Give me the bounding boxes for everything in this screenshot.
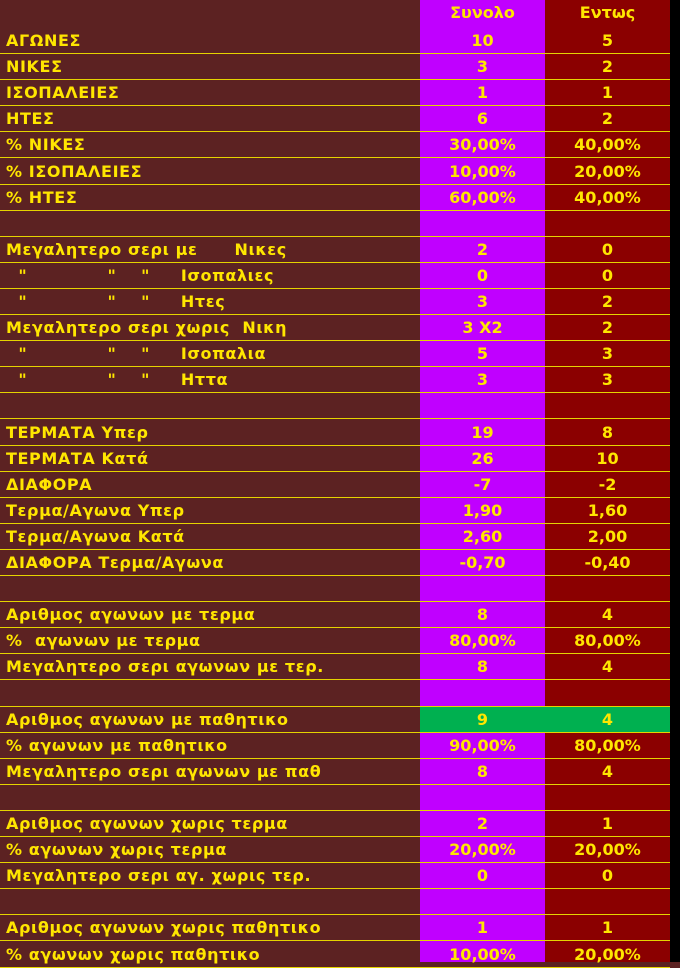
table-row xyxy=(0,446,670,472)
home-value-cell[interactable]: 1 xyxy=(601,814,614,833)
total-value-cell[interactable]: 3 xyxy=(476,57,489,77)
row-label-cell[interactable]: Μεγαλητερο σερι αγωνων με παθ xyxy=(6,761,322,781)
home-value-cell[interactable]: 2 xyxy=(601,109,614,129)
table-row xyxy=(0,54,670,80)
header-row xyxy=(0,0,670,26)
row-label-cell[interactable]: ΤΕΡΜΑΤΑ Υπερ xyxy=(6,422,149,442)
table-row xyxy=(0,393,670,419)
total-value-cell[interactable]: 9 xyxy=(420,707,545,732)
row-label-cell[interactable]: Αριθμος αγωνων χωρις τερμα xyxy=(6,814,288,833)
total-value-cell[interactable]: 3 xyxy=(476,370,489,390)
home-value-cell[interactable]: 4 xyxy=(601,761,614,781)
row-label-cell[interactable]: Μεγαλητερο σερι με Νικες xyxy=(6,239,287,259)
table-row xyxy=(0,28,670,54)
total-value-cell[interactable]: 10 xyxy=(471,31,494,50)
table-row xyxy=(0,420,670,446)
table-row xyxy=(0,811,670,837)
table-row xyxy=(0,341,670,367)
row-label-cell[interactable]: Αριθμος αγωνων με τερμα xyxy=(6,605,256,625)
home-value-cell[interactable]: 4 xyxy=(601,657,614,677)
table-row xyxy=(0,185,670,211)
row-label-cell[interactable]: Αριθμος αγωνων χωρις παθητικο xyxy=(6,918,322,938)
row-label-cell[interactable]: Μεγαλητερο σερι χωρις Νικη xyxy=(6,318,288,338)
total-value-cell[interactable]: 20,00% xyxy=(449,840,516,860)
total-value-cell[interactable]: 8 xyxy=(476,605,489,625)
home-value-cell[interactable]: 1 xyxy=(601,918,614,938)
table-row xyxy=(0,263,670,289)
row-label-cell[interactable]: Μεγαλητερο σερι αγ. χωρις τερ. xyxy=(6,866,312,886)
total-value-cell[interactable]: 5 xyxy=(476,344,489,364)
total-value-cell[interactable]: 26 xyxy=(471,448,494,468)
table-row xyxy=(0,80,670,106)
home-value-cell[interactable]: 4 xyxy=(601,605,614,625)
row-label-cell[interactable]: ΤΕΡΜΑΤΑ Κατά xyxy=(6,448,149,468)
total-value-cell[interactable]: 30,00% xyxy=(449,135,516,155)
table-row xyxy=(0,942,670,968)
row-label-cell[interactable]: " " " Ητες xyxy=(6,292,226,311)
header-total[interactable]: Συνολο xyxy=(450,3,515,22)
sheet-edge xyxy=(670,0,680,962)
home-value-cell[interactable] xyxy=(545,681,670,706)
row-label-cell[interactable]: % ΗΤΕΣ xyxy=(6,187,78,207)
total-value-cell[interactable]: 90,00% xyxy=(449,735,516,755)
table-row xyxy=(0,237,670,263)
row-label-cell[interactable]: % αγωνων με παθητικο xyxy=(6,735,228,755)
total-value-cell[interactable] xyxy=(420,393,545,418)
total-value-cell[interactable]: 3 xyxy=(476,292,489,311)
home-value-cell[interactable] xyxy=(545,785,670,810)
row-label-cell[interactable] xyxy=(6,681,416,706)
total-value-cell[interactable]: 0 xyxy=(476,866,489,886)
total-value-cell[interactable]: 8 xyxy=(476,761,489,781)
total-value-cell[interactable]: 1,90 xyxy=(462,500,503,520)
home-value-cell[interactable]: 0 xyxy=(601,265,614,285)
home-value-cell[interactable]: 0 xyxy=(601,866,614,886)
total-value-cell[interactable] xyxy=(420,576,545,601)
row-label-cell[interactable]: ΗΤΕΣ xyxy=(6,109,55,129)
row-label-cell[interactable]: % ΝΙΚΕΣ xyxy=(6,135,86,155)
total-value-cell[interactable]: -7 xyxy=(473,474,492,494)
table-row xyxy=(0,863,670,889)
total-value-cell[interactable]: 10,00% xyxy=(449,161,516,181)
total-value-cell[interactable]: 80,00% xyxy=(449,631,516,651)
total-value-cell[interactable]: 0 xyxy=(476,265,489,285)
row-label-cell[interactable] xyxy=(6,889,416,914)
total-value-cell[interactable] xyxy=(420,681,545,706)
home-value-cell[interactable]: 40,00% xyxy=(574,135,641,155)
row-label-cell[interactable]: Αριθμος αγωνων με παθητικο xyxy=(6,709,289,729)
table-row xyxy=(0,472,670,498)
table-row xyxy=(0,889,670,915)
home-value-cell[interactable]: 1,60 xyxy=(587,500,628,520)
row-label-cell[interactable] xyxy=(6,785,416,810)
table-row xyxy=(0,602,670,628)
row-label-cell[interactable]: " " " Ηττα xyxy=(6,370,229,390)
row-label-cell[interactable]: ΔΙΑΦΟΡΑ Τερμα/Αγωνα xyxy=(6,553,224,572)
total-value-cell[interactable]: 8 xyxy=(476,657,489,677)
home-value-cell[interactable]: 0 xyxy=(601,239,614,259)
home-value-cell[interactable]: 2 xyxy=(601,292,614,311)
home-value-cell[interactable]: 20,00% xyxy=(574,944,641,964)
total-value-cell[interactable]: 1 xyxy=(476,918,489,938)
total-value-cell[interactable]: 60,00% xyxy=(449,187,516,207)
home-value-cell[interactable]: 3 xyxy=(601,370,614,390)
total-value-cell[interactable] xyxy=(420,211,545,236)
row-label-cell[interactable]: ΔΙΑΦΟΡΑ xyxy=(6,474,93,494)
home-value-cell[interactable]: 4 xyxy=(545,707,670,732)
home-value-cell[interactable]: 1 xyxy=(601,83,614,103)
home-value-cell[interactable]: 2 xyxy=(601,318,614,338)
home-value-cell[interactable]: 2,00 xyxy=(587,526,628,546)
table-row xyxy=(0,733,670,759)
row-label-cell[interactable]: " " " Ισοπαλιες xyxy=(6,265,275,285)
home-value-cell[interactable]: 3 xyxy=(601,344,614,364)
total-value-cell[interactable]: 6 xyxy=(476,109,489,129)
total-value-cell[interactable]: 2,60 xyxy=(462,526,503,546)
home-value-cell[interactable]: 20,00% xyxy=(574,840,641,860)
table-row xyxy=(0,550,670,576)
table-row xyxy=(0,654,670,680)
home-value-cell[interactable]: 2 xyxy=(601,57,614,77)
total-value-cell[interactable]: 10,00% xyxy=(449,944,516,964)
table-row xyxy=(0,289,670,315)
home-value-cell[interactable]: 40,00% xyxy=(574,187,641,207)
table-row xyxy=(0,759,670,785)
total-value-cell[interactable]: 19 xyxy=(471,422,494,442)
table-row xyxy=(0,132,670,158)
row-label-cell[interactable]: % ΙΣΟΠΑΛΕΙΕΣ xyxy=(6,161,143,181)
total-value-cell[interactable]: 2 xyxy=(476,239,489,259)
row-label-cell[interactable]: % αγωνων με τερμα xyxy=(6,631,201,651)
table-row xyxy=(0,576,670,602)
table-row xyxy=(0,106,670,132)
row-label-cell[interactable] xyxy=(6,211,416,236)
table-row xyxy=(0,498,670,524)
home-value-cell[interactable] xyxy=(545,889,670,914)
table-row xyxy=(0,915,670,941)
table-row xyxy=(0,628,670,654)
total-value-cell[interactable]: -0,70 xyxy=(459,553,506,572)
row-label-cell[interactable]: ΝΙΚΕΣ xyxy=(6,57,63,77)
table-row xyxy=(0,159,670,185)
home-value-cell[interactable]: -0,40 xyxy=(584,553,631,572)
home-value-cell[interactable]: 80,00% xyxy=(574,631,641,651)
table-row xyxy=(0,524,670,550)
total-value-cell[interactable] xyxy=(420,889,545,914)
row-label-cell[interactable]: Τερμα/Αγωνα Κατά xyxy=(6,526,185,546)
row-label-cell[interactable]: % αγωνων χωρις παθητικο xyxy=(6,944,261,964)
row-label-cell[interactable]: ΙΣΟΠΑΛΕΙΕΣ xyxy=(6,83,120,103)
home-value-cell[interactable] xyxy=(545,576,670,601)
home-value-cell[interactable]: 8 xyxy=(601,422,614,442)
row-label-cell[interactable]: % αγωνων χωρις τερμα xyxy=(6,840,227,860)
home-value-cell[interactable]: 10 xyxy=(596,448,619,468)
row-label-cell[interactable] xyxy=(6,393,416,418)
header-home[interactable]: Εντως xyxy=(579,3,636,22)
table-row xyxy=(0,681,670,707)
row-label-cell[interactable]: Τερμα/Αγωνα Υπερ xyxy=(6,500,185,520)
row-label-cell[interactable]: Μεγαλητερο σερι αγωνων με τερ. xyxy=(6,657,324,677)
home-value-cell[interactable]: -2 xyxy=(598,474,617,494)
table-row xyxy=(0,785,670,811)
total-value-cell[interactable]: 2 xyxy=(476,814,489,833)
home-value-cell[interactable]: 5 xyxy=(601,31,614,50)
table-row xyxy=(0,837,670,863)
home-value-cell[interactable] xyxy=(545,211,670,236)
total-value-cell[interactable] xyxy=(420,785,545,810)
home-value-cell[interactable] xyxy=(545,393,670,418)
home-value-cell[interactable]: 80,00% xyxy=(574,735,641,755)
total-value-cell[interactable]: 1 xyxy=(476,83,489,103)
home-value-cell[interactable]: 20,00% xyxy=(574,161,641,181)
row-label-cell[interactable] xyxy=(6,576,416,601)
table-row xyxy=(0,211,670,237)
total-value-cell[interactable]: 3 Χ2 xyxy=(462,318,503,338)
table-row xyxy=(0,315,670,341)
row-label-cell[interactable]: ΑΓΩΝΕΣ xyxy=(6,31,82,50)
row-label-cell[interactable]: " " " Ισοπαλια xyxy=(6,344,267,364)
table-row xyxy=(0,367,670,393)
table-row xyxy=(0,707,670,733)
